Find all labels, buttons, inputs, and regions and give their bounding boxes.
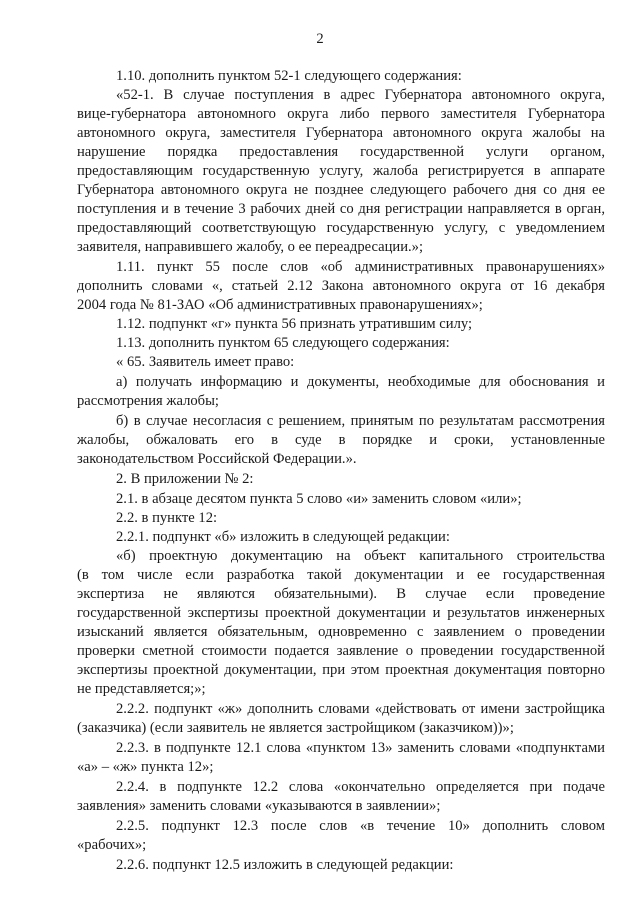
paragraph-b-line: экспертизы проектной документации, при этом проектная документация повторно [77, 662, 605, 678]
paragraph-b-line: не представляется;»; [77, 681, 206, 697]
paragraph-52-1-line: Губернатора автономного округа не позднее следующего рабочего дня со дня ее [77, 182, 605, 198]
paragraph-b-line: государственной экспертизы проектной документации и результатов инженерных [77, 605, 605, 621]
paragraph-52-1-line: предоставляющий соответствующую государственную услугу, с уведомлением [77, 220, 605, 236]
paragraph-52-1-line: заявителя, направившего жалобу, о ее переадресации.»; [77, 239, 424, 255]
paragraph-52-1-line: поступления и в течение 3 рабочих дней со дня регистрации направляется в орган, [77, 201, 605, 217]
paragraph-1-12: 1.12. подпункт «г» пункта 56 признать утратившим силу; [116, 316, 473, 332]
paragraph-1-10: 1.10. дополнить пунктом 52-1 следующего содержания: [116, 68, 462, 84]
paragraph-52-1-line: нарушение порядка предоставления государственной услуги органом, [77, 144, 605, 160]
paragraph-2-2-5-line: «рабочих»; [77, 837, 147, 853]
paragraph-b-line: (в том числе если разработка такой документации и ее государственная [77, 567, 605, 583]
paragraph-2-2-2-line: 2.2.2. подпункт «ж» дополнить словами «действовать от имени застройщика [116, 701, 605, 717]
paragraph-2-2-3-line: «а» – «ж» пункта 12»; [77, 759, 214, 775]
paragraph-65-b-line: законодательством Российской Федерации.». [77, 451, 357, 467]
paragraph-52-1-line: «52-1. В случае поступления в адрес Губернатора автономного округа, [116, 87, 605, 103]
paragraph-b-line: проверки сметной стоимости подается заявление о проведении государственной [77, 643, 605, 659]
paragraph-65-a-line: а) получать информацию и документы, необходимые для обоснования и [116, 374, 605, 390]
paragraph-65-a-line: рассмотрения жалобы; [77, 393, 219, 409]
paragraph-b-line: «б) проектную документацию на объект капитального строительства [116, 548, 605, 564]
paragraph-2: 2. В приложении № 2: [116, 471, 254, 487]
paragraph-2-2-4-line: 2.2.4. в подпункте 12.2 слова «окончательно определяется при подаче [116, 779, 605, 795]
paragraph-65-b-line: б) в случае несогласия с решением, принятым по результатам рассмотрения [116, 413, 605, 429]
paragraph-2-1: 2.1. в абзаце десятом пункта 5 слово «и» заменить словом «или»; [116, 491, 522, 507]
paragraph-2-2-6: 2.2.6. подпункт 12.5 изложить в следующей редакции: [116, 857, 454, 873]
paragraph-2-2-5-line: 2.2.5. подпункт 12.3 после слов «в течение 10» дополнить словом [116, 818, 605, 834]
paragraph-2-2-4-line: заявления» заменить словами «указываются в заявлении»; [77, 798, 441, 814]
paragraph-2-2: 2.2. в пункте 12: [116, 510, 218, 526]
paragraph-52-1-line: предоставляющим государственную услугу, жалоба регистрируется в аппарате [77, 163, 605, 179]
paragraph-2-2-1: 2.2.1. подпункт «б» изложить в следующей редакции: [116, 529, 450, 545]
paragraph-52-1-line: вице-губернатора автономного округа либо первого заместителя Губернатора [77, 106, 605, 122]
paragraph-2-2-3-line: 2.2.3. в подпункте 12.1 слова «пунктом 13» заменить словами «подпунктами [116, 740, 605, 756]
page-number: 2 [316, 31, 324, 47]
paragraph-1-11-line: 1.11. пункт 55 после слов «об административных правонарушениях» [116, 259, 605, 275]
paragraph-52-1-line: автономного округа, заместителя Губернатора автономного округа жалобы на [77, 125, 605, 141]
paragraph-b-line: изысканий является обязательным, одновременно с заявлением о проведении [77, 624, 605, 640]
paragraph-1-13: 1.13. дополнить пунктом 65 следующего содержания: [116, 335, 450, 351]
paragraph-2-2-2-line: (заказчика) (если заявитель не является застройщиком (заказчиком))»; [77, 720, 514, 736]
paragraph-65: « 65. Заявитель имеет право: [116, 354, 295, 370]
paragraph-b-line: экспертиза не являются обязательными). В случае если проведение [77, 586, 605, 602]
paragraph-65-b-line: жалобы, обжаловать его в суде в порядке и сроки, установленные [77, 432, 605, 448]
paragraph-1-11-line: дополнить словами «, статьей 2.12 Закона автономного округа от 16 декабря [77, 278, 605, 294]
paragraph-1-11-line: 2004 года № 81-ЗАО «Об административных правонарушениях»; [77, 297, 483, 313]
